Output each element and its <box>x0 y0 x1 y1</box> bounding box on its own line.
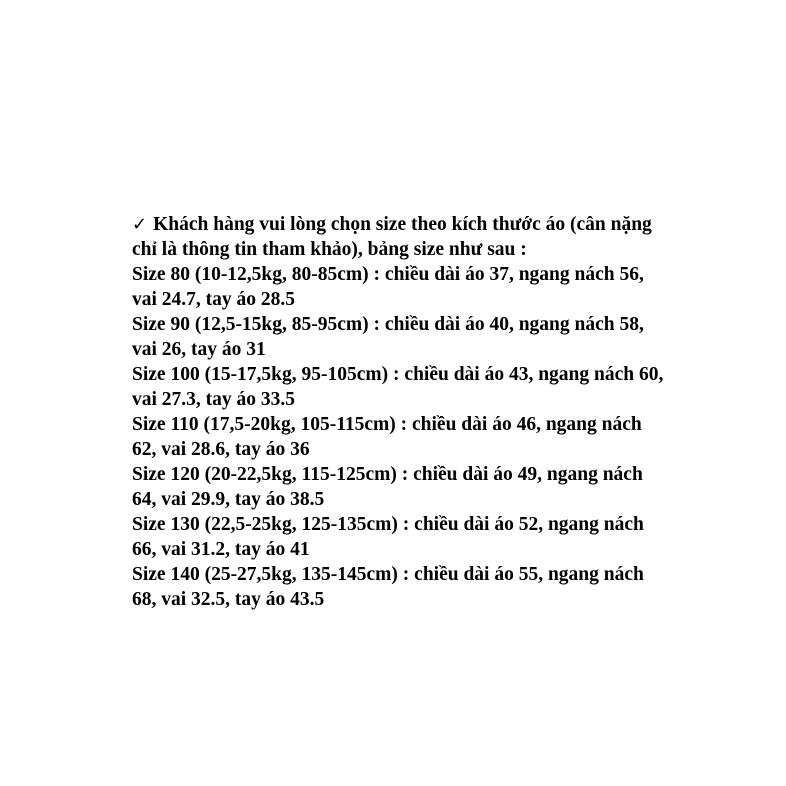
size-90-line-2: vai 26, tay áo 31 <box>132 339 266 360</box>
intro-line-1 <box>132 212 732 237</box>
size-130-line-1: Size 130 (22,5-25kg, 125-135cm) : chiều dài áo 52, ngang nách <box>132 514 644 535</box>
size-120-line-2: 64, vai 29.9, tay áo 38.5 <box>132 489 325 510</box>
size-80-line-2: vai 24.7, tay áo 28.5 <box>132 289 296 310</box>
size-100-line-1: Size 100 (15-17,5kg, 95-105cm) : chiều dài áo 43, ngang nách 60, <box>132 364 664 385</box>
intro-text-1: Khách hàng vui lòng chọn size theo kích thước áo (cân nặng <box>153 214 652 235</box>
size-120-line-1: Size 120 (20-22,5kg, 115-125cm) : chiều dài áo 49, ngang nách <box>132 464 643 485</box>
size-130-line-2: 66, vai 31.2, tay áo 41 <box>132 539 310 560</box>
size-chart-text <box>132 212 732 612</box>
size-80-line-1: Size 80 (10-12,5kg, 80-85cm) : chiều dài áo 37, ngang nách 56, <box>132 264 644 285</box>
size-140-line-1: Size 140 (25-27,5kg, 135-145cm) : chiều dài áo 55, ngang nách <box>132 564 644 585</box>
intro-line-2: chỉ là thông tin tham khảo), bảng size như sau : <box>132 239 527 260</box>
size-140-line-2: 68, vai 32.5, tay áo 43.5 <box>132 589 325 610</box>
size-110-line-2: 62, vai 28.6, tay áo 36 <box>132 439 310 460</box>
check-icon: ✓ <box>132 214 148 235</box>
size-110-line-1: Size 110 (17,5-20kg, 105-115cm) : chiều dài áo 46, ngang nách <box>132 414 642 435</box>
size-100-line-2: vai 27.3, tay áo 33.5 <box>132 389 296 410</box>
size-90-line-1: Size 90 (12,5-15kg, 85-95cm) : chiều dài áo 40, ngang nách 58, <box>132 314 644 335</box>
